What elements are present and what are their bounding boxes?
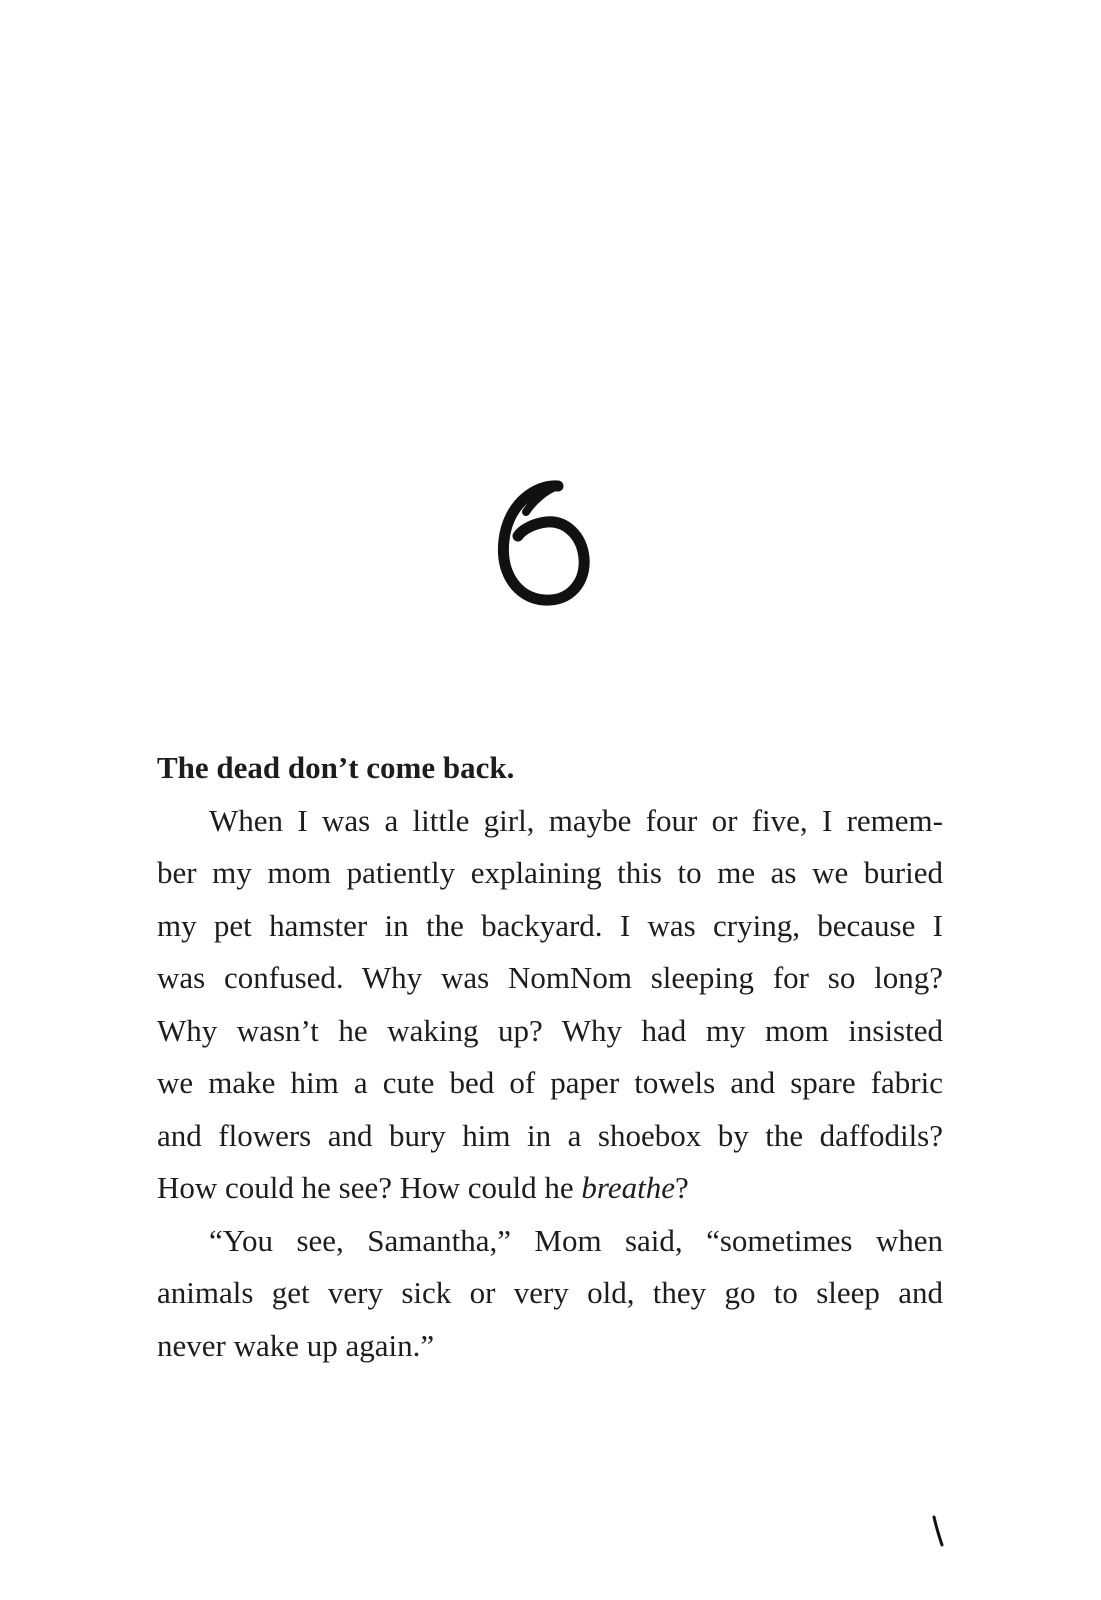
page-number-1 <box>932 1514 944 1548</box>
text-line: “You see, Samantha,” Mom said, “sometimes when <box>209 1222 943 1258</box>
text-line: and flowers and bury him in a shoebox by the daffodils? <box>157 1117 943 1153</box>
text-segment: ? <box>674 1170 689 1205</box>
chapter-number-6 <box>496 478 596 608</box>
opening-line: The dead don’t come back. <box>157 750 515 785</box>
chapter-body <box>157 742 943 1372</box>
text-line: my pet hamster in the backyard. I was crying, because I <box>157 907 943 943</box>
text-line-last <box>157 1162 943 1215</box>
paragraph-2 <box>157 1215 943 1373</box>
text-line: ber my mom patiently explaining this to me as we buried <box>157 855 943 890</box>
text-line: Why wasn’t he waking up? Why had my mom insisted <box>157 1012 943 1048</box>
paragraph-1 <box>157 795 943 1215</box>
text-segment: How could he see? How could he <box>157 1170 582 1205</box>
text-line: animals get very sick or very old, they go to sleep and <box>157 1275 943 1310</box>
text-line: When I was a little girl, maybe four or five, I remem- <box>209 802 943 838</box>
italic-word: breathe <box>581 1170 675 1205</box>
text-line: was confused. Why was NomNom sleeping for so long? <box>157 960 943 995</box>
text-line: we make him a cute bed of paper towels and spare fabric <box>157 1065 943 1100</box>
text-line: never wake up again.” <box>157 1327 435 1363</box>
